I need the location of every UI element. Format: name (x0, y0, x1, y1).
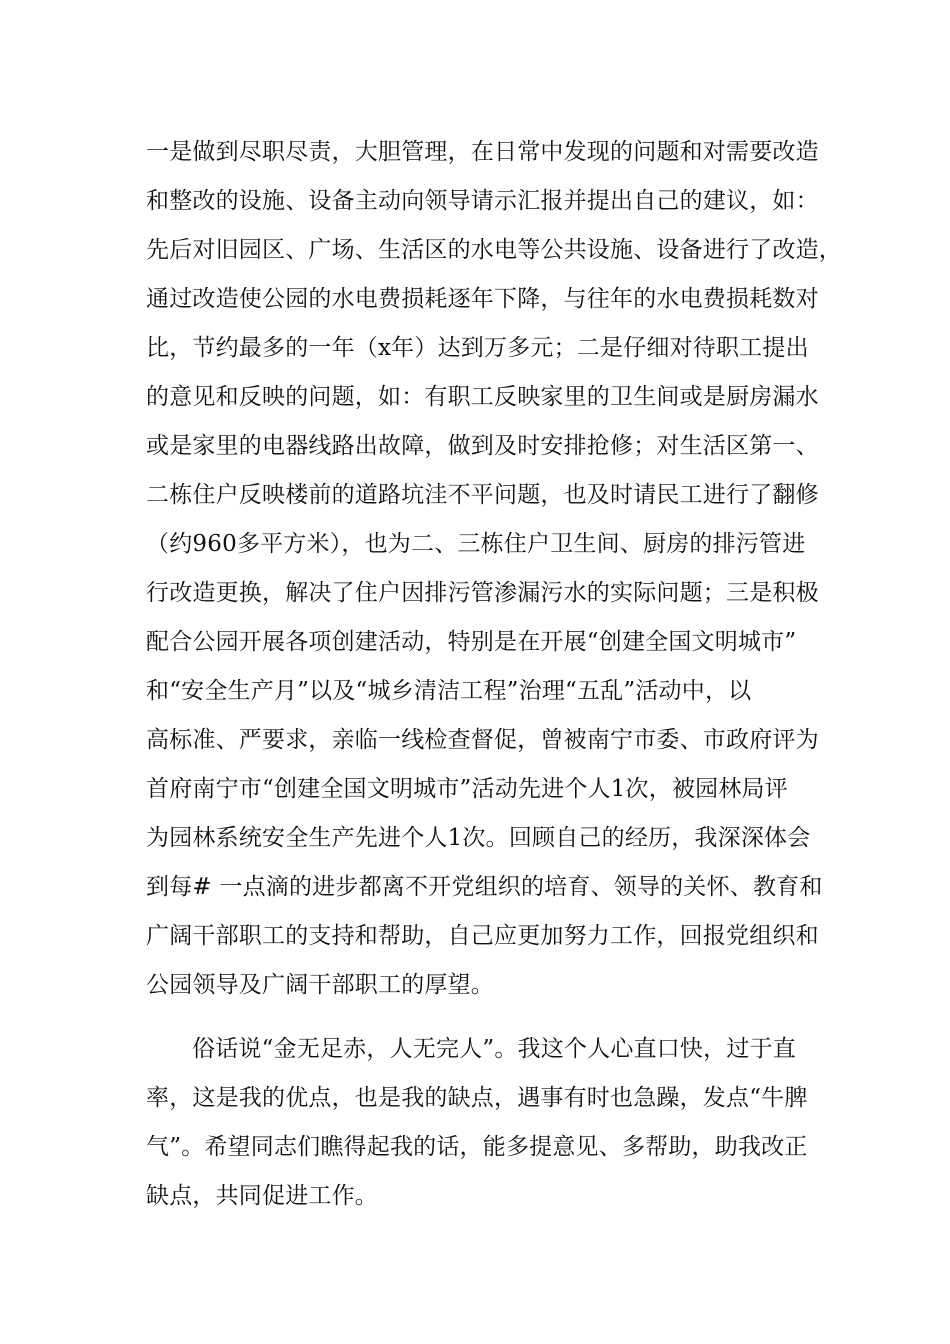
paragraph-2 (146, 1025, 836, 1221)
paragraph-line: 到每# 一点滴的进步都离不开党组织的培育、领导的关怀、教育和 (146, 874, 823, 900)
paragraph-line: 配合公园开展各项创建活动，特别是在开展“创建全国文明城市” (146, 629, 797, 655)
paragraph-line: 和整改的设施、设备主动向领导请示汇报并提出自己的建议，如： (146, 188, 819, 214)
paragraph-line: 高标准、严要求，亲临一线检查督促，曾被南宁市委、市政府评为 (146, 727, 819, 753)
paragraph-line: 公园领导及广阔干部职工的厚望。 (146, 972, 494, 998)
paragraph-line: 或是家里的电器线路出故障，做到及时安排抢修；对生活区第一、 (146, 433, 819, 459)
paragraph-line: 俗话说“金无足赤，人无完人”。我这个人心直口快，过于直 (192, 1036, 796, 1062)
paragraph-line: 为园林系统安全生产先进个人1次。回顾自己的经历，我深深体会 (146, 825, 811, 851)
paragraph-line: 先后对旧园区、广场、生活区的水电等公共设施、设备进行了改造， (146, 237, 842, 263)
paragraph-line: 的意见和反映的问题，如：有职工反映家里的卫生间或是厨房漏水 (146, 384, 819, 410)
paragraph-line: （约960多平方米），也为二、三栋住户卫生间、厨房的排污管进 (146, 531, 806, 557)
paragraph-line: 二栋住户反映楼前的道路坑洼不平问题，也及时请民工进行了翻修 (146, 482, 819, 508)
paragraph-line: 首府南宁市“创建全国文明城市”活动先进个人1次，被园林局评 (146, 776, 788, 802)
paragraph-line: 率，这是我的优点，也是我的缺点，遇事有时也急躁，发点“牛脾 (146, 1085, 808, 1111)
paragraph-line: 和“安全生产月”以及“城乡清洁工程”治理“五乱”活动中，以 (146, 678, 752, 704)
paragraph-line: 行改造更换，解决了住户因排污管渗漏污水的实际问题；三是积极 (146, 580, 819, 606)
paragraph-line: 广阔干部职工的支持和帮助，自己应更加努力工作，回报党组织和 (146, 923, 819, 949)
paragraph-1 (146, 128, 842, 1010)
paragraph-line: 气”。希望同志们瞧得起我的话，能多提意见、多帮助，助我改正 (146, 1134, 808, 1160)
paragraph-line: 通过改造使公园的水电费损耗逐年下降，与往年的水电费损耗数对 (146, 286, 819, 312)
paragraph-line: 缺点，共同促进工作。 (146, 1183, 378, 1209)
paragraph-line: 一是做到尽职尽责，大胆管理，在日常中发现的问题和对需要改造 (146, 139, 819, 165)
paragraph-line: 比，节约最多的一年（x年）达到万多元；二是仔细对待职工提出 (146, 335, 809, 361)
